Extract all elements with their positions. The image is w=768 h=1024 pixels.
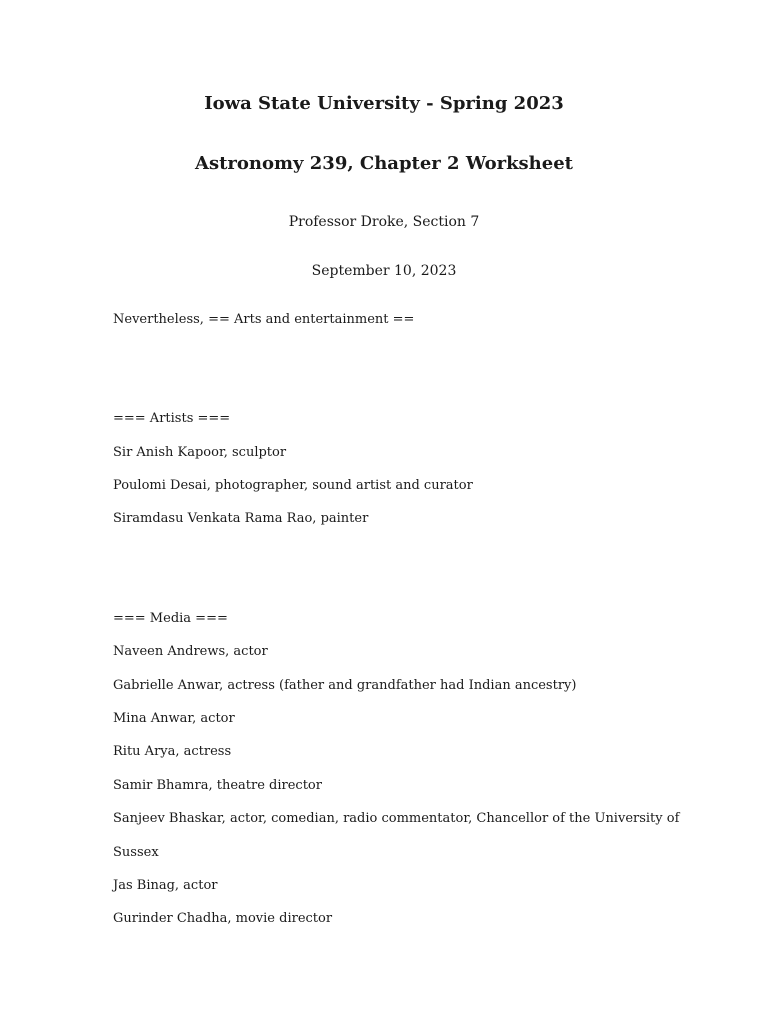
media-item: Samir Bhamra, theatre director <box>113 778 322 793</box>
intro-line: Nevertheless, == Arts and entertainment == <box>113 312 415 327</box>
artists-heading: === Artists === <box>113 411 231 426</box>
media-item: Mina Anwar, actor <box>113 711 235 726</box>
media-item: Jas Binag, actor <box>113 878 218 893</box>
course-title: Astronomy 239, Chapter 2 Worksheet <box>195 153 573 174</box>
media-item: Gabrielle Anwar, actress (father and grandfather had Indian ancestry) <box>113 678 577 693</box>
date-line: September 10, 2023 <box>311 263 457 279</box>
instructor-line: Professor Droke, Section 7 <box>288 214 480 230</box>
media-item: Naveen Andrews, actor <box>113 644 268 659</box>
media-item: Sanjeev Bhaskar, actor, comedian, radio commentator, Chancellor of the University of <box>113 811 680 826</box>
institution-title: Iowa State University - Spring 2023 <box>204 93 564 114</box>
artist-item: Sir Anish Kapoor, sculptor <box>113 445 287 460</box>
media-item: Ritu Arya, actress <box>113 744 232 759</box>
media-item-continuation: Sussex <box>113 845 159 860</box>
media-heading: === Media === <box>113 611 228 626</box>
artist-item: Siramdasu Venkata Rama Rao, painter <box>113 511 369 526</box>
artist-item: Poulomi Desai, photographer, sound artist and curator <box>113 478 473 493</box>
media-item: Gurinder Chadha, movie director <box>113 911 333 926</box>
